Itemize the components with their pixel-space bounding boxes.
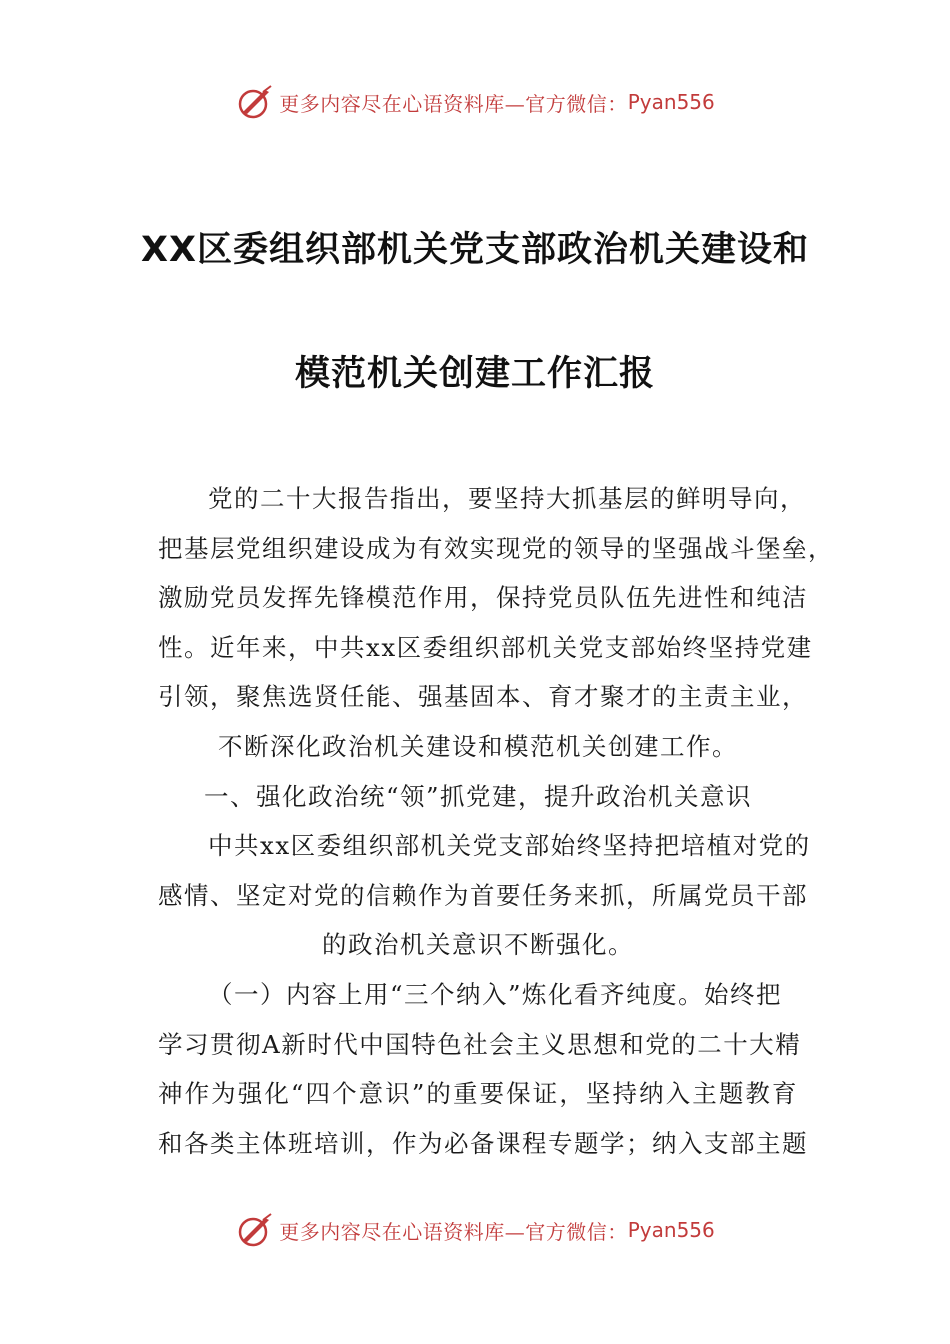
body-line: 的政治机关意识不断强化。 [322, 930, 634, 960]
pen-logo-icon [235, 1210, 275, 1250]
document-title-line-2: 模范机关创建工作汇报 [294, 354, 655, 394]
header-watermark-banner [0, 80, 950, 124]
body-line: 学习贯彻A新时代中国特色社会主义思想和党的二十大精 [158, 1029, 802, 1059]
body-line: 党的二十大报告指出，要坚持大抓基层的鲜明导向， [208, 484, 806, 513]
body-line: 性。近年来，中共xx区委组织部机关党支部始终坚持党建 [158, 632, 813, 662]
footer-watermark-banner [0, 1208, 950, 1252]
banner-wechat-id: Pyan556 [627, 1218, 715, 1242]
banner-wechat-id: Pyan556 [627, 90, 715, 114]
section-heading: 一、强化政治统“领”抓党建，提升政治机关意识 [203, 781, 753, 811]
body-line: 引领，聚焦选贤任能、强基固本、育才聚才的主责主业， [158, 682, 808, 712]
subsection-line: （一）内容上用“三个纳入”炼化看齐纯度。始终把 [208, 979, 783, 1009]
body-line: 激励党员发挥先锋模范作用，保持党员队伍先进性和纯洁 [158, 583, 808, 613]
pen-logo-icon [235, 82, 275, 122]
banner-text: 更多内容尽在心语资料库—官方微信： [279, 91, 628, 116]
body-line: 和各类主体班培训，作为必备课程专题学；纳入支部主题 [158, 1128, 808, 1158]
body-line: 把基层党组织建设成为有效实现党的领导的坚强战斗堡垒， [158, 533, 834, 563]
body-line: 中共xx区委组织部机关党支部始终坚持把培植对党的 [208, 831, 811, 861]
document-title-line-1: XX区委组织部机关党支部政治机关建设和 [141, 230, 809, 270]
banner-text: 更多内容尽在心语资料库—官方微信： [279, 1219, 628, 1244]
body-line: 神作为强化“四个意识”的重要保证，坚持纳入主题教育 [158, 1079, 798, 1109]
body-line: 不断深化政治机关建设和模范机关创建工作。 [218, 731, 738, 761]
body-line: 感情、坚定对党的信赖作为首要任务来抓，所属党员干部 [158, 880, 808, 910]
document-body [158, 474, 834, 1168]
